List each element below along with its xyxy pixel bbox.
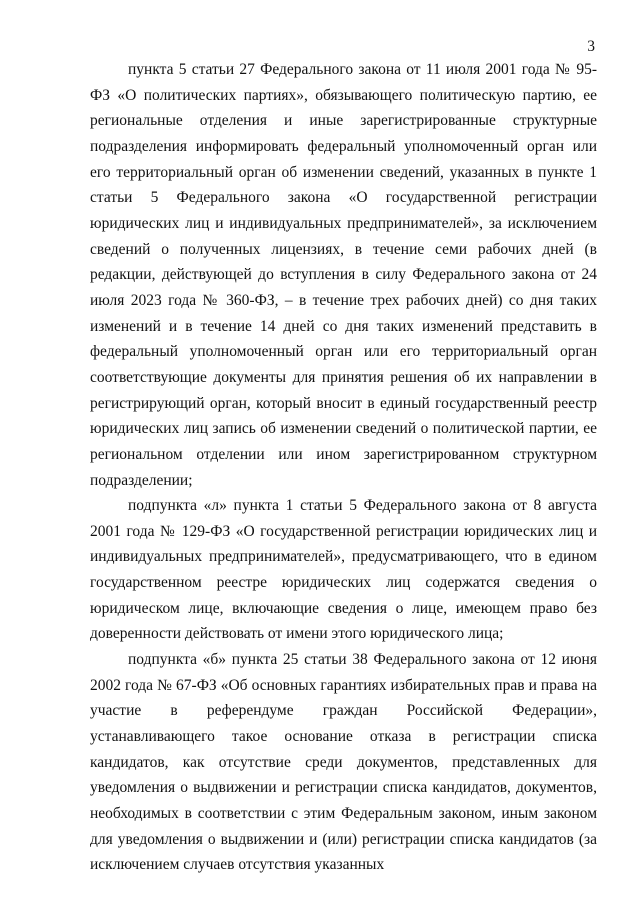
document-body xyxy=(90,57,597,878)
paragraph-legal-entities-registration-law: подпункта «л» пункта 1 статьи 5 Федерального закона от 8 августа 2001 года № 129-ФЗ «О государственной регистрации юридических лиц и индивидуальных предпринимателей», предусматривающего, что в едином государственном реестре юридических лиц содержатся сведения о юридическом лице, включающие сведения о лице, имеющем право без доверенности действовать от имени этого юридического лица; xyxy=(90,497,597,643)
paragraph-political-parties-law: пункта 5 статьи 27 Федерального закона от 11 июля 2001 года № 95-ФЗ «О политических партиях», обязывающего политическую партию, ее региональные отделения и иные зарегистрированные структурные подразделения информировать федеральный уполномоченный орган или его территориальный орган об изменении сведений, указанных в пункте 1 статьи 5 Федерального закона «О государственной регистрации юридических лиц и индивидуальных предпринимателей», за исключением сведений о полученных лицензиях, в течение семи рабочих дней (в редакции, действующей до вступления в силу Федерального закона от 24 июля 2023 года № 360-ФЗ, – в течение трех рабочих дней) со дня таких изменений и в течение 14 дней со дня таких изменений представить в федеральный уполномоченный орган или его территориальный орган соответствующие документы для принятия решения об их направлении в регистрирующий орган, который вносит в единый государственный реестр юридических лиц запись об изменении сведений о политической партии, ее региональном отделении или ином зарегистрированном структурном подразделении; xyxy=(90,61,597,489)
paragraph-electoral-rights-law: подпункта «б» пункта 25 статьи 38 Федерального закона от 12 июня 2002 года № 67-ФЗ «Об основных гарантиях избирательных прав и права на участие в референдуме граждан Российской Федерации», устанавливающего такое основание отказа в регистрации списка кандидатов, как отсутствие среди документов, представленных для уведомления о выдвижении и регистрации списка кандидатов, документов, необходимых в соответствии с этим Федеральным законом, иным законом для уведомления о выдвижении и (или) регистрации списка кандидатов (за исключением случаев отсутствия указанных xyxy=(90,651,597,874)
page-number: 3 xyxy=(587,38,595,55)
